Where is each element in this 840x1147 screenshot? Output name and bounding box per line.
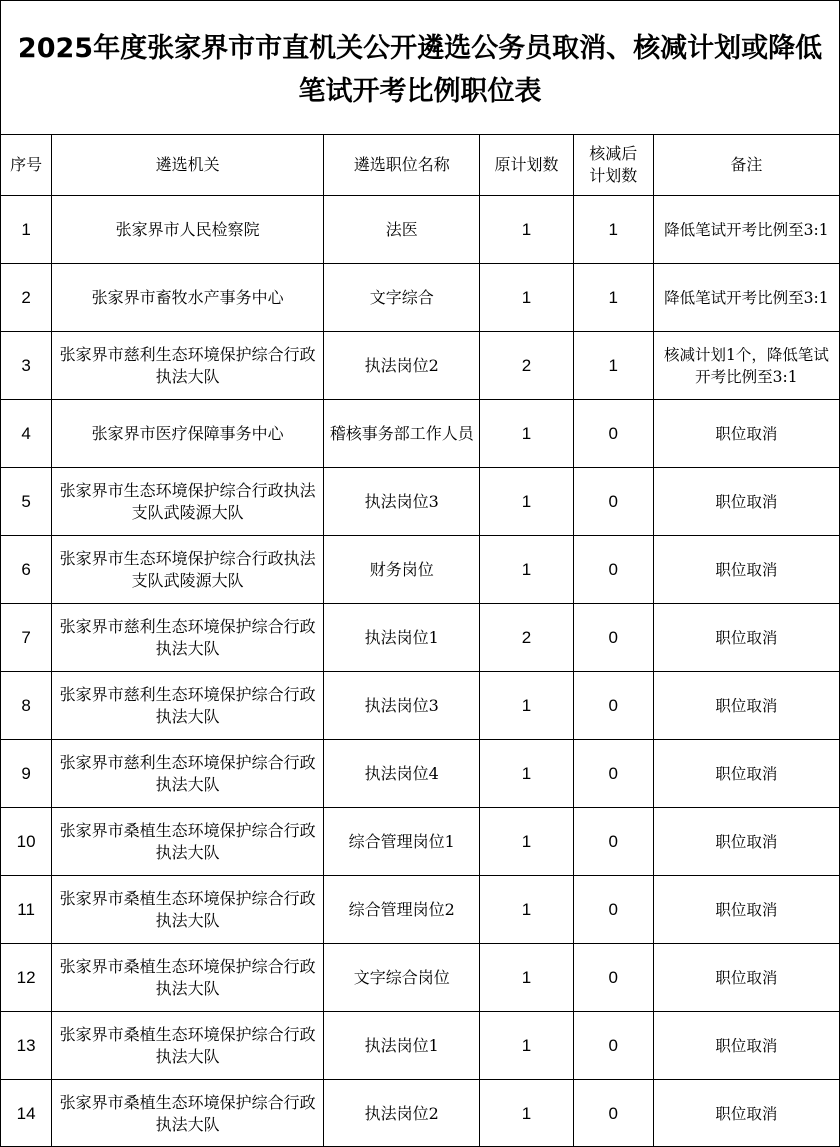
table-row [1, 944, 839, 1012]
cell-no: 11 [1, 876, 52, 944]
cell-no: 6 [1, 536, 52, 604]
cell-no: 3 [1, 332, 52, 400]
cell-no: 14 [1, 1080, 52, 1147]
cell-position: 文字综合 [324, 264, 480, 332]
cell-original: 1 [480, 672, 573, 740]
cell-reduced: 1 [573, 264, 653, 332]
table-row [1, 264, 839, 332]
cell-reduced: 0 [573, 876, 653, 944]
header-note: 备注 [653, 135, 839, 196]
cell-original: 1 [480, 536, 573, 604]
cell-original: 1 [480, 468, 573, 536]
cell-org: 张家界市桑植生态环境保护综合行政执法大队 [52, 808, 324, 876]
cell-no: 13 [1, 1012, 52, 1080]
cell-org: 张家界市桑植生态环境保护综合行政执法大队 [52, 1012, 324, 1080]
cell-org: 张家界市慈利生态环境保护综合行政执法大队 [52, 604, 324, 672]
cell-reduced: 0 [573, 944, 653, 1012]
cell-no: 12 [1, 944, 52, 1012]
cell-no: 4 [1, 400, 52, 468]
cell-position: 执法岗位4 [324, 740, 480, 808]
table-header-row [1, 135, 839, 196]
cell-no: 1 [1, 196, 52, 264]
cell-note: 职位取消 [653, 1012, 839, 1080]
cell-position: 文字综合岗位 [324, 944, 480, 1012]
cell-org: 张家界市慈利生态环境保护综合行政执法大队 [52, 740, 324, 808]
cell-no: 2 [1, 264, 52, 332]
table-row [1, 604, 839, 672]
cell-no: 10 [1, 808, 52, 876]
cell-org: 张家界市慈利生态环境保护综合行政执法大队 [52, 332, 324, 400]
cell-original: 1 [480, 264, 573, 332]
cell-note: 职位取消 [653, 876, 839, 944]
table-row [1, 1080, 839, 1147]
cell-reduced: 0 [573, 400, 653, 468]
cell-original: 1 [480, 1080, 573, 1147]
cell-reduced: 0 [573, 1080, 653, 1147]
cell-note: 职位取消 [653, 604, 839, 672]
cell-reduced: 0 [573, 672, 653, 740]
cell-note: 职位取消 [653, 808, 839, 876]
cell-position: 执法岗位2 [324, 1080, 480, 1147]
table-row [1, 536, 839, 604]
cell-reduced: 1 [573, 196, 653, 264]
header-position: 遴选职位名称 [324, 135, 480, 196]
cell-no: 8 [1, 672, 52, 740]
cell-note: 职位取消 [653, 1080, 839, 1147]
cell-reduced: 1 [573, 332, 653, 400]
cell-org: 张家界市桑植生态环境保护综合行政执法大队 [52, 944, 324, 1012]
cell-note: 职位取消 [653, 944, 839, 1012]
cell-position: 法医 [324, 196, 480, 264]
table-row [1, 740, 839, 808]
cell-position: 执法岗位1 [324, 604, 480, 672]
cell-note: 职位取消 [653, 400, 839, 468]
cell-original: 1 [480, 876, 573, 944]
cell-original: 1 [480, 740, 573, 808]
cell-note: 职位取消 [653, 536, 839, 604]
cell-org: 张家界市畜牧水产事务中心 [52, 264, 324, 332]
cell-position: 综合管理岗位2 [324, 876, 480, 944]
table-row [1, 196, 839, 264]
header-no: 序号 [1, 135, 52, 196]
cell-org: 张家界市慈利生态环境保护综合行政执法大队 [52, 672, 324, 740]
cell-position: 执法岗位2 [324, 332, 480, 400]
header-reduced: 核减后计划数 [573, 135, 653, 196]
cell-position: 稽核事务部工作人员 [324, 400, 480, 468]
cell-original: 1 [480, 400, 573, 468]
header-org: 遴选机关 [52, 135, 324, 196]
cell-position: 执法岗位3 [324, 468, 480, 536]
cell-reduced: 0 [573, 468, 653, 536]
table-row [1, 1012, 839, 1080]
cell-no: 7 [1, 604, 52, 672]
cell-reduced: 0 [573, 740, 653, 808]
cell-original: 2 [480, 604, 573, 672]
cell-reduced: 0 [573, 604, 653, 672]
cell-org: 张家界市桑植生态环境保护综合行政执法大队 [52, 1080, 324, 1147]
cell-note: 降低笔试开考比例至3:1 [653, 264, 839, 332]
page-title: 2025年度张家界市市直机关公开遴选公务员取消、核减计划或降低笔试开考比例职位表 [1, 1, 839, 135]
table-row [1, 808, 839, 876]
cell-position: 执法岗位3 [324, 672, 480, 740]
cell-no: 9 [1, 740, 52, 808]
cell-reduced: 0 [573, 536, 653, 604]
cell-original: 1 [480, 1012, 573, 1080]
cell-org: 张家界市生态环境保护综合行政执法支队武陵源大队 [52, 536, 324, 604]
cell-original: 2 [480, 332, 573, 400]
table-row [1, 332, 839, 400]
table-row [1, 468, 839, 536]
cell-reduced: 0 [573, 1012, 653, 1080]
cell-note: 职位取消 [653, 468, 839, 536]
cell-reduced: 0 [573, 808, 653, 876]
cell-position: 综合管理岗位1 [324, 808, 480, 876]
table-row [1, 876, 839, 944]
positions-table [1, 135, 839, 1147]
cell-original: 1 [480, 944, 573, 1012]
cell-org: 张家界市生态环境保护综合行政执法支队武陵源大队 [52, 468, 324, 536]
cell-note: 职位取消 [653, 672, 839, 740]
cell-note: 降低笔试开考比例至3:1 [653, 196, 839, 264]
cell-no: 5 [1, 468, 52, 536]
cell-original: 1 [480, 196, 573, 264]
cell-position: 执法岗位1 [324, 1012, 480, 1080]
cell-note: 核减计划1个，降低笔试开考比例至3:1 [653, 332, 839, 400]
cell-position: 财务岗位 [324, 536, 480, 604]
header-original: 原计划数 [480, 135, 573, 196]
cell-org: 张家界市人民检察院 [52, 196, 324, 264]
cell-note: 职位取消 [653, 740, 839, 808]
table-row [1, 672, 839, 740]
cell-org: 张家界市医疗保障事务中心 [52, 400, 324, 468]
table-row [1, 400, 839, 468]
cell-org: 张家界市桑植生态环境保护综合行政执法大队 [52, 876, 324, 944]
cell-original: 1 [480, 808, 573, 876]
